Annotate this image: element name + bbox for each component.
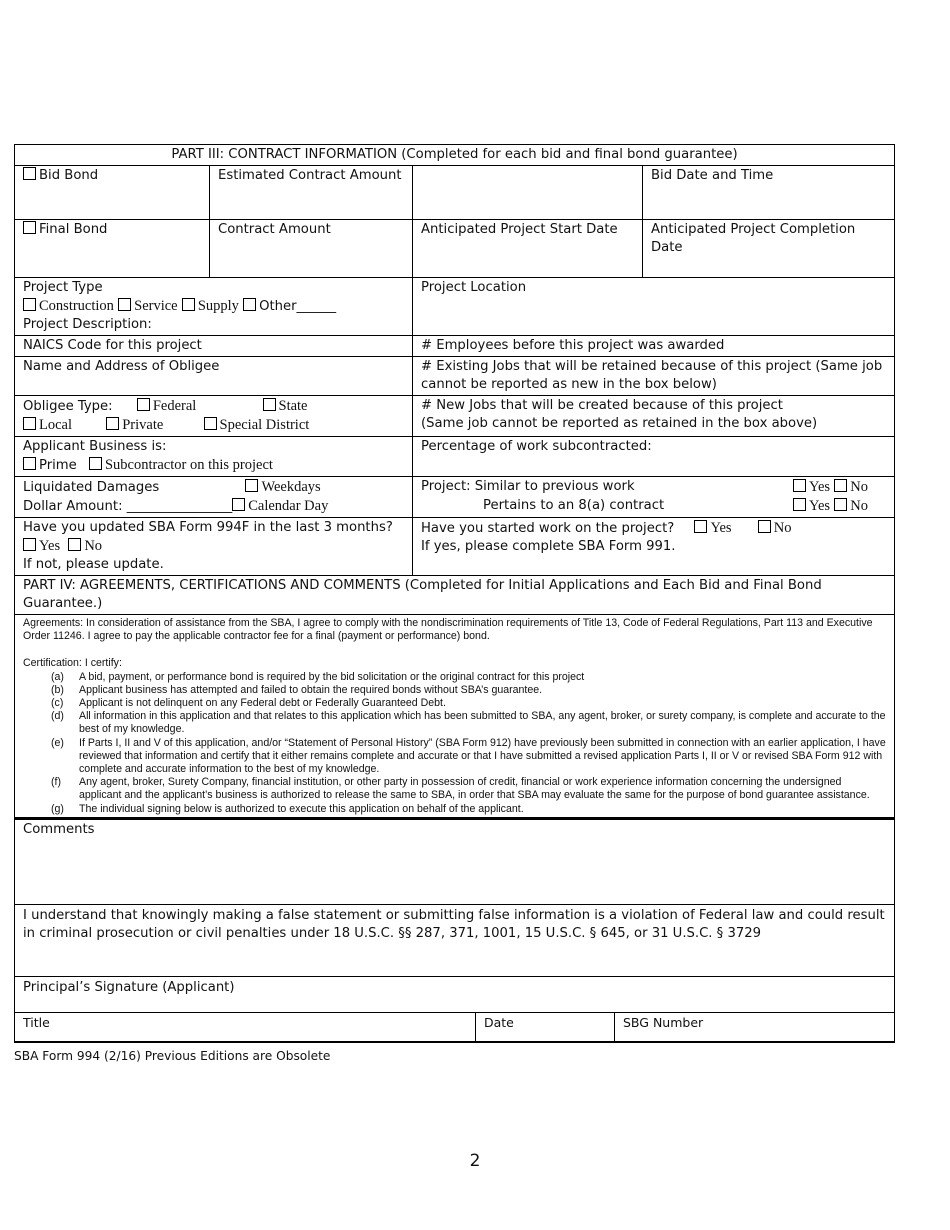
construction-checkbox[interactable] (23, 298, 36, 311)
list-item: (d) All information in this application and that relates to this application which has been submitted to SBA, any agent, broker, or surety company, is complete and accurate to the best of my knowledge. (51, 710, 886, 736)
contract-amount-label: Contract Amount (210, 220, 413, 278)
994f-no-checkbox[interactable] (68, 538, 81, 551)
construction-label: Construction (39, 298, 114, 314)
weekdays-label: Weekdays (261, 479, 321, 495)
other-checkbox[interactable] (243, 298, 256, 311)
form-footer-note: SBA Form 994 (2/16) Previous Editions are Obsolete (14, 1049, 331, 1063)
8a-yes-label: Yes (808, 498, 831, 514)
comments-field[interactable] (15, 819, 895, 905)
similar-yes-label: Yes (808, 479, 831, 495)
special-district-checkbox[interactable] (204, 417, 217, 430)
date-field[interactable] (476, 1013, 615, 1042)
false-statement-text: I understand that knowingly making a false statement or submitting false information is a violation of Federal law and could result in criminal prosecution or civil penalties under 18 U.S.C. §§ 287, 371, 1001, 15 U.S.C. § 645, or 31 U.S.C. § 3729 (15, 905, 895, 977)
naics-label: NAICS Code for this project (15, 336, 413, 357)
list-item: (c) Applicant is not delinquent on any Federal debt or Federally Guaranteed Debt. (51, 697, 446, 710)
subcontractor-label: Subcontractor on this project (104, 457, 273, 473)
994f-yes-label: Yes (39, 538, 61, 554)
project-description-label: Project Description: (23, 317, 152, 332)
federal-checkbox[interactable] (137, 398, 150, 411)
list-item: (b) Applicant business has attempted and failed to obtain the required bonds without SBA’s guarantee. (51, 683, 543, 696)
list-item: (g) The individual signing below is authorized to execute this application on behalf of the applicant. (51, 802, 524, 815)
service-checkbox[interactable] (118, 298, 131, 311)
title-label: Title (23, 1015, 50, 1031)
list-item: (e) If Parts I, II and V of this application, and/or “Statement of Personal History” (SBA Form 912) have previously been submitted in connection with an earlier application, I have reviewed that information and certify that it either remains complete and accurate or that I have submitted a revised application Parts I, II or V or revised SBA Form 912 with complete and accurate information to the best of my knowledge. (51, 736, 886, 776)
similar-no-label: No (850, 479, 869, 495)
form-sheet (14, 144, 894, 1043)
bid-date-time-label: Bid Date and Time (643, 166, 895, 220)
sbg-number-label: SBG Number (623, 1015, 704, 1031)
dollar-amount-label: Dollar Amount: ________________ (23, 499, 233, 514)
sbg-number-field[interactable] (615, 1013, 895, 1042)
started-no-label: No (773, 520, 792, 536)
estimated-contract-amount-label: Estimated Contract Amount (210, 166, 413, 220)
state-checkbox[interactable] (263, 398, 276, 411)
supply-checkbox[interactable] (182, 298, 195, 311)
weekdays-checkbox[interactable] (245, 479, 258, 492)
certification-list (23, 671, 886, 816)
anticipated-start-label: Anticipated Project Start Date (413, 220, 643, 278)
complete-991-label: If yes, please complete SBA Form 991. (421, 539, 676, 554)
994f-yes-checkbox[interactable] (23, 538, 36, 551)
subcontractor-checkbox[interactable] (89, 457, 102, 470)
final-bond-label: Final Bond (39, 222, 108, 237)
private-label: Private (122, 417, 164, 433)
part3-title: PART III: CONTRACT INFORMATION (Completed for each bid and final bond guarantee) (15, 145, 895, 166)
percent-subcontracted-label: Percentage of work subcontracted: (413, 437, 895, 477)
prime-label: Prime (39, 458, 77, 473)
similar-yes-checkbox[interactable] (793, 479, 806, 492)
list-item: (f) Any agent, broker, Surety Company, financial institution, or other party in possession of credit, financial or work experience information concerning the undersigned applicant and the applicant’s business is authorized to release the same to SBA, in order that SBA may evaluate the same for the purpose of bond guarantee assistance. (51, 776, 870, 802)
project-type-label: Project Type (23, 280, 103, 295)
special-district-label: Special District (219, 417, 310, 433)
state-label: State (278, 398, 308, 414)
date-label: Date (484, 1015, 514, 1031)
updated-994f-label: Have you updated SBA Form 994F in the last 3 months? (23, 520, 393, 535)
bid-bond-checkbox[interactable] (23, 167, 36, 180)
if-not-update-label: If not, please update. (23, 557, 164, 572)
8a-no-label: No (850, 498, 869, 514)
title-field[interactable] (15, 1013, 476, 1042)
prime-checkbox[interactable] (23, 457, 36, 470)
signature-label: Principal’s Signature (Applicant) (23, 980, 235, 996)
obligee-type-label: Obligee Type: (23, 399, 113, 414)
bid-bond-label: Bid Bond (39, 168, 99, 183)
new-jobs-label: # New Jobs that will be created because of this project (421, 398, 783, 413)
estimated-contract-amount-field[interactable] (413, 166, 643, 220)
started-yes-label: Yes (710, 520, 732, 536)
employees-before-label: # Employees before this project was awarded (413, 336, 895, 357)
signature-field[interactable] (15, 977, 895, 1013)
supply-label: Supply (197, 298, 239, 314)
local-checkbox[interactable] (23, 417, 36, 430)
liquidated-damages-label: Liquidated Damages (23, 480, 160, 495)
started-yes-checkbox[interactable] (694, 520, 707, 533)
calendar-day-label: Calendar Day (248, 498, 329, 514)
994f-no-label: No (84, 538, 103, 554)
8a-yes-checkbox[interactable] (793, 498, 806, 511)
applicant-business-label: Applicant Business is: (23, 439, 167, 454)
federal-label: Federal (152, 398, 197, 414)
similar-previous-label: Project: Similar to previous work (421, 479, 635, 494)
anticipated-completion-label: Anticipated Project Completion Date (643, 220, 895, 278)
pertains-8a-label: Pertains to an 8(a) contract (483, 498, 665, 513)
started-no-checkbox[interactable] (758, 520, 771, 533)
project-location-label: Project Location (413, 278, 895, 336)
existing-jobs-label: # Existing Jobs that will be retained because of this project (Same job cannot be reported as new in the box below) (413, 357, 895, 396)
part3-table (14, 144, 895, 818)
8a-no-checkbox[interactable] (834, 498, 847, 511)
comments-label: Comments (23, 821, 95, 837)
new-jobs-note: (Same job cannot be reported as retained in the box above) (421, 416, 818, 431)
similar-no-checkbox[interactable] (834, 479, 847, 492)
final-bond-checkbox[interactable] (23, 221, 36, 234)
page-number: 2 (469, 1151, 481, 1171)
other-label: Other______ (259, 299, 337, 314)
private-checkbox[interactable] (106, 417, 119, 430)
obligee-name-label: Name and Address of Obligee (15, 357, 413, 396)
local-label: Local (39, 417, 73, 433)
certification-label: Certification: I certify: (23, 657, 122, 670)
started-work-label: Have you started work on the project? (421, 521, 675, 536)
list-item: (a) A bid, payment, or performance bond is required by the bid solicitation or the original contract for this project (51, 670, 585, 683)
signature-table (14, 818, 895, 1043)
service-label: Service (134, 298, 178, 314)
agreements-text: Agreements: In consideration of assistance from the SBA, I agree to comply with the nondiscrimination requirements of Title 13, Code of Federal Regulations, Part 113 and Executive Order 11246. I agree to pay the applicable contractor fee for a final (payment or performance) bond. (23, 617, 873, 643)
part4-title: PART IV: AGREEMENTS, CERTIFICATIONS AND COMMENTS (Completed for Initial Applications and Each Bid and Final Bond Guarantee.) (15, 576, 895, 615)
calendar-day-checkbox[interactable] (232, 498, 245, 511)
